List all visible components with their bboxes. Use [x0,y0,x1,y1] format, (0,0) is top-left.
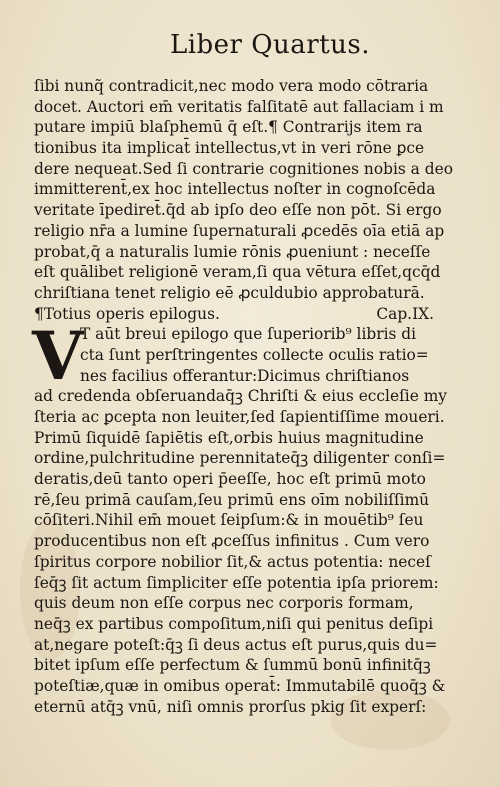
text-line: ad credenda obſeruandaq̄ꝫ Chriſti & eius eccleſie my [34,387,447,406]
text-line: dere nequeat.Sed ſi contrarie cognitiones nobis a deo [34,159,453,178]
text-line: Primū ſiquidē ſapiētis eſt,orbis huius magnitudine [34,428,424,447]
text-line: probat,q̄ a naturalis lumie rōnis ꝓueniunt : neceſſe [34,242,431,261]
text-line: cta ſunt perſtringentes collecte oculis ratio= [80,345,429,364]
text-line: quis deum non eſſe corpus nec corporis formam, [34,594,414,613]
text-line: putare impiū blaſphemū q̄ eſt.¶ Contrarijs item ra [34,118,423,137]
chapter-block [32,317,447,717]
chapter-number: Cap.IX. [376,304,434,323]
text-line: eſt quālibet religionē veram,ſi qua vētura eſſet,qcq̄d [34,263,441,282]
chapter-title: ¶Totius operis epilogus. [34,304,220,323]
paragraph-before-chapter [34,76,453,304]
text-line: neq̄ꝫ ex partibus compoſitum,niſi qui penitus deſipi [34,614,434,633]
text-line: chriſtiana tenet religio eē ꝓculdubio approbaturā. [34,283,425,302]
text-line: docet. Auctori em̄ veritatis falſitatē aut fallaciam i m [34,97,444,116]
text-line: cōſiteri.Nihil em̄ mouet ſeipſum:& in mouētib⁹ ſeu [34,511,424,530]
text-line: eternū atq̄ꝫ vnū, niſi omnis prorſus pkig ſit experſ: [34,697,427,716]
text-line: bitet ipſum eſſe perfectum & ſummū bonū infinitq̄ꝫ [34,656,431,675]
text-line: rē,ſeu primā cauſam,ſeu primū ens oīm nobiliſſimū [34,490,430,509]
text-line: veritate īpediret̄.q̄d ab ipſo deo eſſe non pōt. Si ergo [34,201,442,220]
chapter-heading [34,304,434,325]
running-head: Liber Quartus. [169,30,371,60]
text-line: deratis,deū tanto operi p̄eeſſe, hoc eſt primū moto [34,470,426,489]
text-line: religio nr̄a a lumine ſupernaturali ꝓcedēs oīa etiā ap [34,221,445,240]
text-line: ſteria ac ꝑcepta non leuiter,ſed ſapientiſſime moueri. [34,408,445,426]
text-line: tionibus ita implicat̄ intellectus,vt in veri rōne ꝑce [34,139,425,158]
text-line: producentibus non eſt ꝓceſſus infinitus . Cum vero [34,532,430,551]
decorated-initial: V [32,317,84,396]
text-line: immitterent̄,ex hoc intellectus noſter in cognoſcēda [34,180,436,199]
text-line: ſeq̄ꝫ ſit actum ſimpliciter eſſe potentia ipſa priorem: [34,573,439,592]
body-text [32,76,453,717]
text-line: nes facilius offerantur:Dicimus chriſtianos [80,366,410,385]
text-line: poteſtiæ,quæ in omibus operat̄: Immutabilē quoq̄ꝫ & [34,676,446,695]
indented-lines [32,317,434,396]
text-line: ſibi nunq̃ contradicit,nec modo vera modo cōtraria [34,77,429,95]
text-line: ordine,pulchritudine perennitateq̄ꝫ diligenter conſi= [34,449,446,468]
paragraph-after-initial [34,386,447,717]
text-line: ſpiritus corpore nobilior ſit,& actus potentia: neceſ [34,552,431,571]
text-line: at,negare poteſt:q̄ꝫ ſi deus actus eſt purus,quis du= [34,635,438,654]
text-line: T aūt breui epilogo que ſuperiorib⁹ libris di [80,325,417,344]
